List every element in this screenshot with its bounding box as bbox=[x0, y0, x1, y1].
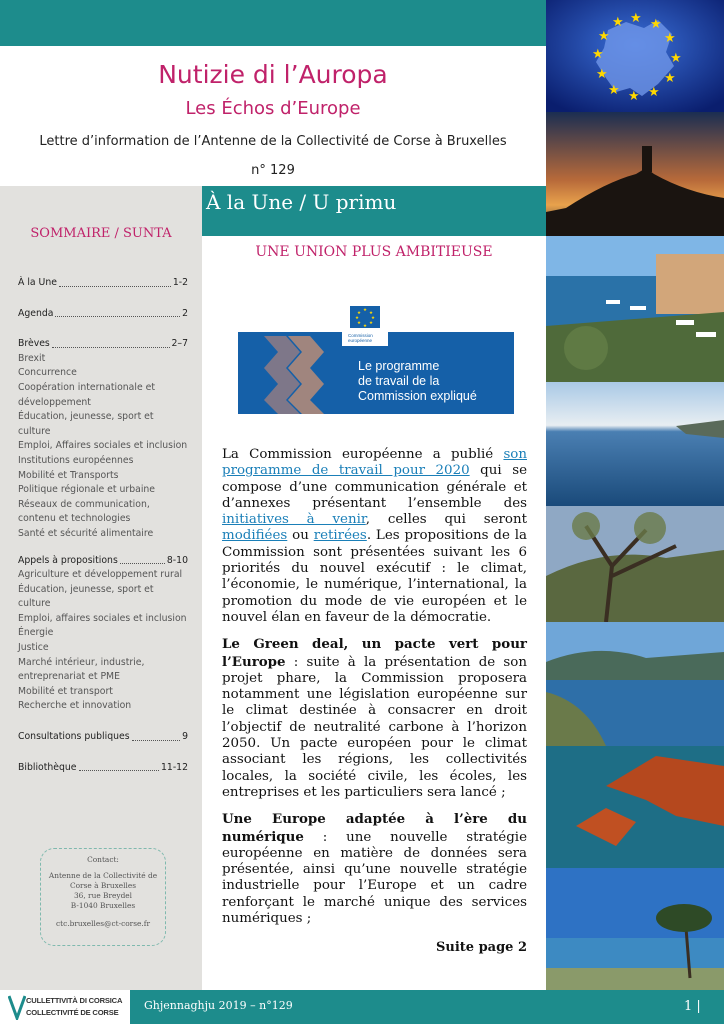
contact-box bbox=[40, 848, 166, 946]
logo-text-corsica: CULLETTIVITÀ DI CORSICA bbox=[26, 996, 123, 1005]
svg-text:★: ★ bbox=[596, 67, 608, 82]
svg-text:★: ★ bbox=[612, 15, 624, 30]
sidebar bbox=[0, 186, 202, 990]
photo-olive-tree bbox=[546, 506, 724, 622]
table-of-contents bbox=[18, 276, 188, 775]
svg-text:★: ★ bbox=[357, 321, 362, 326]
svg-text:★: ★ bbox=[592, 47, 604, 62]
svg-text:★: ★ bbox=[664, 71, 676, 86]
toc-subitem: Mobilité et Transports bbox=[18, 469, 119, 481]
photo-red-rocks bbox=[546, 746, 724, 868]
paragraph-heading: Une Europe adaptée à l’ère du numérique bbox=[222, 811, 527, 845]
contact-line: 36, rue Breydel bbox=[73, 891, 133, 900]
toc-subitem: Éducation, jeunesse, sport et culture bbox=[18, 583, 154, 610]
toc-entry-bibliotheque[interactable] bbox=[18, 761, 188, 776]
toc-subitem: Emploi, Affaires sociales et inclusion bbox=[18, 440, 188, 452]
svg-text:★: ★ bbox=[664, 31, 676, 46]
toc-entry-agenda[interactable] bbox=[18, 307, 188, 322]
svg-text:★: ★ bbox=[363, 308, 368, 313]
svg-text:★: ★ bbox=[369, 311, 374, 316]
link-modifiees[interactable]: modifiées bbox=[222, 528, 288, 544]
toc-pages: 11-12 bbox=[160, 761, 188, 773]
link-programme-travail[interactable]: son programme de travail pour 2020 bbox=[222, 447, 527, 479]
photo-coastline bbox=[546, 622, 724, 746]
banner-logo-text: européenne bbox=[348, 338, 373, 343]
banner-logo-text: Commission bbox=[348, 333, 373, 338]
svg-text:★: ★ bbox=[357, 311, 362, 316]
toc-label: Brèves bbox=[18, 338, 50, 350]
toc-pages: 8-10 bbox=[166, 554, 188, 566]
masthead bbox=[0, 46, 546, 186]
continued-note: Suite page 2 bbox=[436, 940, 528, 955]
toc-subitem: Agriculture et développement rural bbox=[18, 569, 183, 581]
toc-subitem: Justice bbox=[18, 642, 49, 654]
toc-pages: 1-2 bbox=[172, 277, 188, 288]
link-retirees[interactable]: retirées bbox=[313, 528, 367, 544]
contact-line: Antenne de la Collectivité de bbox=[48, 871, 158, 880]
toc-subitem: Éducation, jeunesse, sport et culture bbox=[18, 411, 154, 437]
contact-email[interactable]: ctc.bruxelles@ct-corse.fr bbox=[56, 919, 150, 928]
svg-text:★: ★ bbox=[371, 316, 376, 321]
toc-subitem: Énergie bbox=[18, 627, 54, 639]
toc-entry-une[interactable] bbox=[18, 276, 188, 291]
toc-subitem: Mobilité et transport bbox=[18, 685, 113, 697]
article-body bbox=[222, 447, 527, 937]
page-number: 1 | bbox=[684, 999, 701, 1014]
toc-subitem: Recherche et innovation bbox=[18, 700, 132, 712]
footer-issue: Ghjennaghju 2019 – n°129 bbox=[144, 999, 293, 1012]
banner-line: de travail de la bbox=[358, 374, 440, 388]
toc-label: Agenda bbox=[18, 307, 54, 319]
link-initiatives[interactable]: initiatives à venir bbox=[222, 512, 366, 528]
svg-text:★: ★ bbox=[355, 316, 360, 321]
photo-harbor bbox=[546, 236, 724, 382]
toc-subitem: Brexit bbox=[18, 352, 46, 364]
toc-pages: 9 bbox=[182, 731, 188, 743]
photo-tower-sunset bbox=[546, 112, 724, 236]
paragraph-heading: Le Green deal, un pacte vert pour l’Europe bbox=[222, 636, 527, 670]
toc-label: Bibliothèque bbox=[18, 761, 77, 773]
paragraph-green-deal: Le Green deal, un pacte vert pour l’Europe : suite à la présentation de son projet phare, la Commission proposera notamment une législation européenne sur le climat destinée à consacrer en droit l’objectif de neutralité carbone à l’horizon 2050. Un pacte européen pour le climat associant les régions, les collectivités locales, la société civile, les écoles, les entreprises et les particuliers sera lancé ; bbox=[222, 636, 527, 800]
toc-label: Appels à propositions bbox=[18, 554, 118, 566]
toc-entry-appels[interactable] bbox=[18, 554, 188, 569]
toc-label: Consultations publiques bbox=[18, 731, 130, 743]
issue-number: n° 129 bbox=[251, 163, 295, 178]
toc-pages: 2–7 bbox=[171, 338, 188, 350]
svg-text:★: ★ bbox=[369, 321, 374, 326]
svg-text:★: ★ bbox=[598, 29, 610, 44]
paragraph-numerique: Une Europe adaptée à l’ère du numérique : une nouvelle stratégie européenne en matière de données sera présentée, ainsi qu’une nouvelle stratégie industrielle pour l’Europe et un cadre renforçant le marché unique des services numériques ; bbox=[222, 811, 527, 927]
toc-subitem: Marché intérieur, industrie, entreprenariat et PME bbox=[18, 656, 145, 683]
article-headline: UNE UNION PLUS AMBITIEUSE bbox=[255, 244, 493, 260]
commission-banner bbox=[238, 296, 514, 414]
sommaire-heading: SOMMAIRE / SUNTA bbox=[30, 226, 172, 241]
svg-text:★: ★ bbox=[648, 85, 660, 100]
banner-line: Le programme bbox=[358, 359, 440, 373]
newsletter-title: Nutizie di l’Auropa bbox=[158, 60, 388, 89]
toc-label: À la Une bbox=[18, 277, 57, 288]
toc-subitem: Institutions européennes bbox=[18, 454, 134, 466]
toc-subitem: Réseaux de communication, contenu et technologies bbox=[18, 498, 150, 525]
svg-text:★: ★ bbox=[608, 83, 620, 98]
contact-title: Contact: bbox=[87, 855, 119, 864]
svg-text:★: ★ bbox=[630, 11, 642, 26]
toc-subitem: Concurrence bbox=[18, 367, 77, 379]
contact-line: Corse à Bruxelles bbox=[69, 881, 137, 890]
newsletter-tagline: Lettre d’information de l’Antenne de la Collectivité de Corse à Bruxelles bbox=[39, 134, 507, 149]
newsletter-subtitle: Les Échos d’Europe bbox=[185, 98, 361, 119]
photo-europe-map bbox=[546, 0, 724, 112]
photo-pine-beach bbox=[546, 868, 724, 990]
toc-subitem: Santé et sécurité alimentaire bbox=[18, 527, 154, 539]
photo-sea-horizon bbox=[546, 382, 724, 506]
svg-text:★: ★ bbox=[628, 89, 640, 104]
toc-subitem: Coopération internationale et développement bbox=[18, 381, 155, 408]
svg-text:★: ★ bbox=[650, 17, 662, 32]
toc-pages: 2 bbox=[182, 307, 188, 319]
svg-text:★: ★ bbox=[670, 51, 682, 66]
svg-text:★: ★ bbox=[363, 324, 368, 329]
toc-entry-breves[interactable] bbox=[18, 337, 188, 352]
header-band bbox=[0, 0, 546, 46]
banner-line: Commission expliqué bbox=[358, 389, 477, 403]
logo-text-corse: COLLECTIVITÉ DE CORSE bbox=[26, 1008, 119, 1017]
toc-subitem: Emploi, affaires sociales et inclusion bbox=[18, 612, 187, 624]
section-title: À la Une / U primu bbox=[206, 190, 397, 214]
paragraph-intro: La Commission européenne a publié son programme de travail pour 2020 qui se compose d’une communication générale et d’annexes présentant l’ensemble des initiatives à venir, celles qui seront modifiées ou retirées. Les propositions de la Commission sont présentées suivant les 6 priorités du nouvel exécutif : le climat, l’économie, le numérique, l’international, la promotion du mode de vie européen et le nouvel élan en faveur de la démocratie. bbox=[222, 447, 528, 625]
contact-line: B-1040 Bruxelles bbox=[70, 901, 136, 910]
photo-strip bbox=[546, 0, 724, 990]
toc-subitem: Politique régionale et urbaine bbox=[18, 484, 156, 496]
toc-entry-consultations[interactable] bbox=[18, 730, 188, 745]
corsica-v-icon bbox=[8, 994, 26, 1020]
